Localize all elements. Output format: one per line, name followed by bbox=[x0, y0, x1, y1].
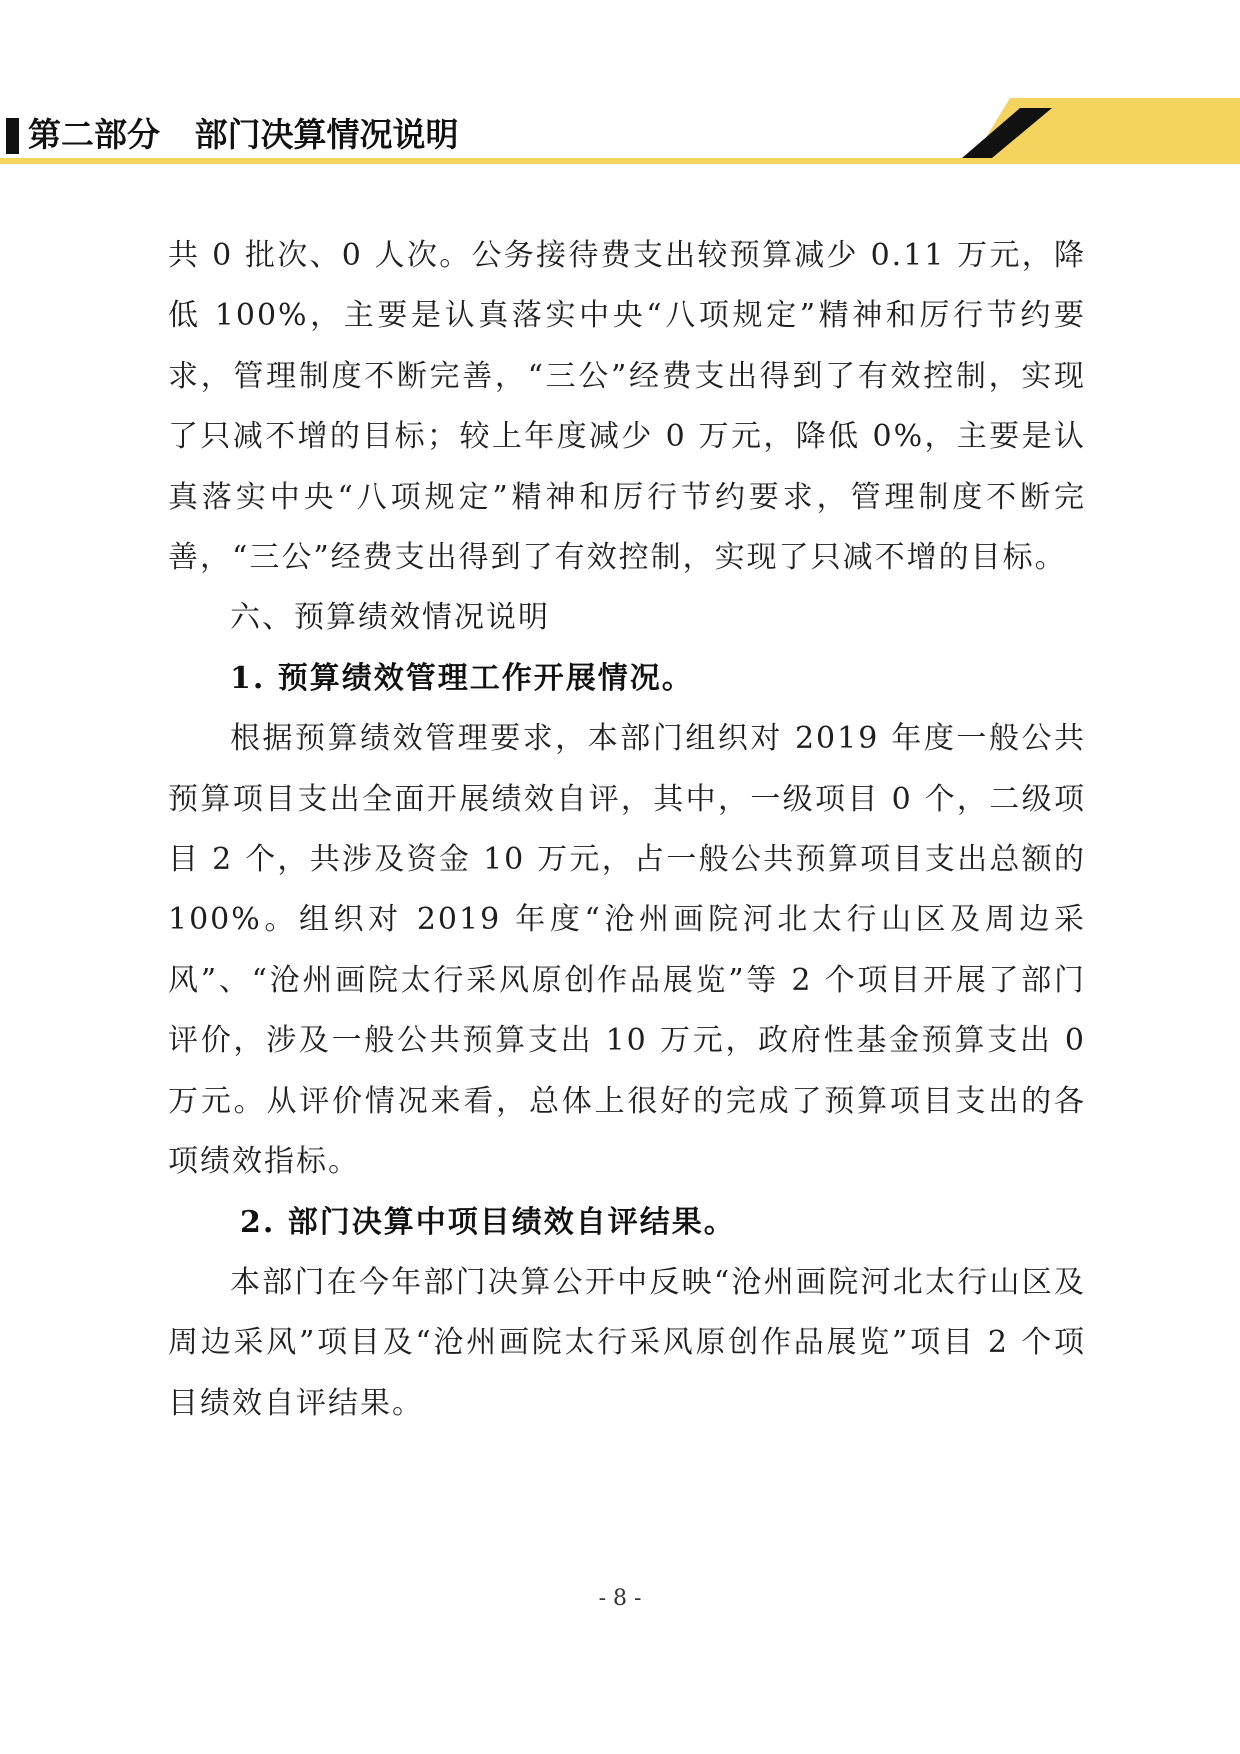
subsection-1-heading: 1. 预算绩效管理工作开展情况。 bbox=[230, 660, 694, 696]
section-name: 部门决算情况说明 bbox=[194, 115, 459, 154]
subsection-2-paragraph: 本部门在今年部门决算公开中反映“沧州画院河北太行山区及周边采风”项目及“沧州画院太行采风原创作品展览”项目 2 个项目绩效自评结果。 bbox=[168, 1264, 1086, 1421]
page-number: - 8 - bbox=[598, 1586, 642, 1611]
paragraph-continuation: 共 0 批次、0 人次。公务接待费支出较预算减少 0.11 万元，降低 100%，主要是认真落实中央“八项规定”精神和厉行节约要求，管理制度不断完善，“三公”经费支出得到了有效控制，实现了只减不增的目标；较上年度减少 0 万元，降低 0%，主要是认真落实中央“八项规定”精神和厉行节约要求，管理制度不断完善，“三公”经费支出得到了有效控制，实现了只减不增的目标。 bbox=[168, 238, 1086, 576]
section-label: 第二部分 bbox=[28, 115, 160, 154]
header-decoration bbox=[0, 0, 1240, 180]
subsection-1-paragraph: 根据预算绩效管理要求，本部门组织对 2019 年度一般公共预算项目支出全面开展绩效自评，其中，一级项目 0 个，二级项目 2 个，共涉及资金 10 万元，占一般公共预算项目支出总额的 100%。组织对 2019 年度“沧州画院河北太行山区及周边采风”、“沧州画院太行采风原创作品展览”等 2 个项目开展了部门评价，涉及一般公共预算支出 10 万元，政府性基金预算支出 0 万元。从评价情况来看，总体上很好的完成了预算项目支出的各项绩效指标。 bbox=[168, 721, 1086, 1180]
section-six-heading: 六、预算绩效情况说明 bbox=[230, 600, 550, 636]
document-body bbox=[168, 226, 1086, 1434]
subsection-2-heading: 2. 部门决算中项目绩效自评结果。 bbox=[240, 1204, 736, 1240]
page-header bbox=[0, 0, 1240, 180]
